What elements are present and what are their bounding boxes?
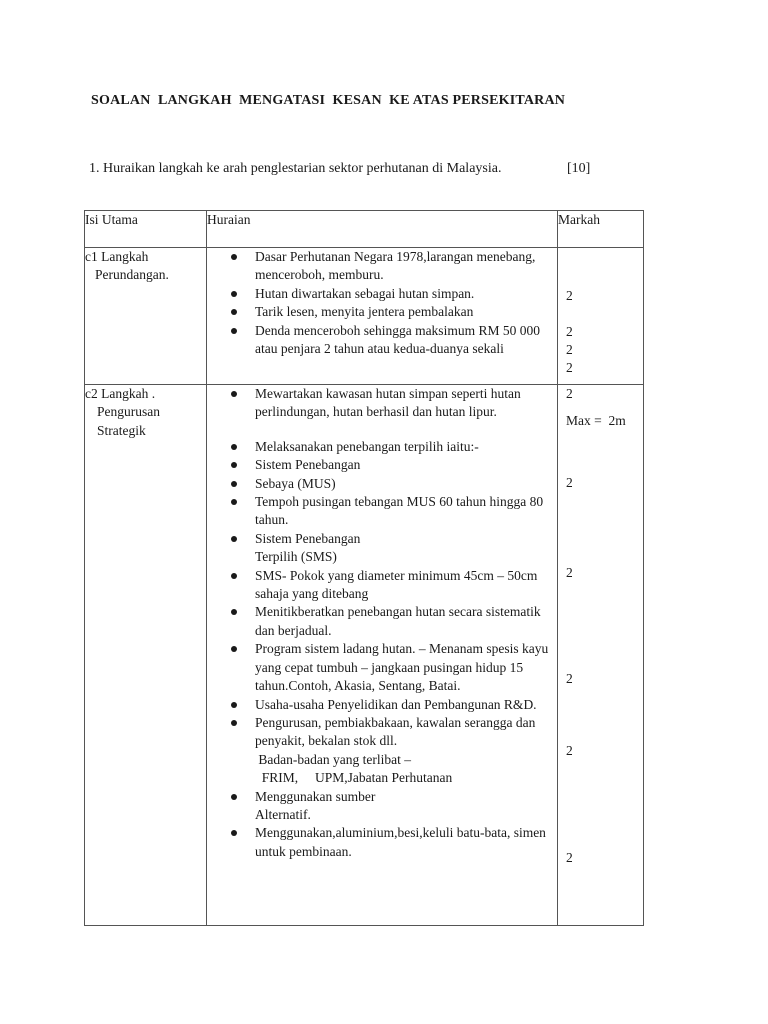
bullet-icon (231, 573, 237, 579)
isi-utama-line: c1 Langkah (85, 249, 149, 264)
list-item (231, 696, 557, 714)
mark-value: 2 (566, 671, 573, 686)
list-item (231, 385, 557, 422)
table-header-row (85, 211, 644, 248)
bullet-icon (231, 444, 237, 450)
list-item (231, 322, 557, 359)
list-item-text: Menggunakan,aluminium,besi,keluli batu-bata, simen untuk pembinaan. (255, 825, 546, 859)
list-item-text: Denda menceroboh sehingga maksimum RM 50 000 atau penjara 2 tahun atau kedua-duanya sekali (255, 322, 540, 357)
list-item (231, 493, 557, 530)
list-item-plain: Badan-badan yang terlibat – (255, 751, 411, 767)
list-item (231, 303, 557, 321)
isi-utama-line: Perundangan. (95, 267, 169, 283)
mark-value: 2 (566, 743, 573, 758)
list-item-text: Sistem Penebangan (255, 457, 361, 473)
table-row (85, 385, 644, 926)
answer-table (84, 210, 644, 926)
list-item-text: Dasar Perhutanan Negara 1978,larangan menebang, menceroboh, memburu. (255, 249, 536, 283)
mark-value: 2 (566, 850, 573, 865)
mark-value: 2 (566, 386, 573, 401)
list-item-text: Mewartakan kawasan hutan simpan seperti hutan perlindungan, hutan berhasil dan hutan lipur. (255, 386, 521, 420)
list-item (231, 456, 557, 474)
isi-utama-cell (85, 248, 207, 385)
list-item (231, 640, 557, 695)
page-title: SOALAN LANGKAH MENGATASI KESAN KE ATAS PERSEKITARAN (91, 93, 566, 108)
list-item (231, 285, 557, 303)
markah-cell (558, 248, 644, 428)
mark-value: 2 (566, 360, 573, 375)
bullet-icon (231, 720, 237, 726)
list-item-text: Menggunakan sumber Alternatif. (255, 788, 376, 822)
huraian-cell (207, 248, 558, 385)
isi-utama-cell (85, 385, 207, 926)
question-marks: [10] (567, 161, 591, 176)
list-item-text: Tempoh pusingan tebangan MUS 60 tahun hingga 80 tahun. (255, 494, 544, 528)
mark-value: 2 (566, 565, 573, 580)
bullet-icon (231, 481, 237, 487)
bullet-icon (231, 794, 237, 800)
bullet-icon (231, 328, 237, 334)
bullet-icon (231, 499, 237, 505)
bullet-icon (231, 830, 237, 836)
question (89, 161, 609, 177)
bullet-icon (231, 254, 237, 260)
list-item (231, 824, 557, 861)
isi-utama-line: Pengurusan (97, 404, 160, 420)
mark-value: 2 (566, 288, 573, 303)
list-item-text: Sistem Penebangan Terpilih (SMS) (255, 530, 361, 565)
list-item-text: Usaha-usaha Penyelidikan dan Pembangunan R&D. (255, 696, 537, 712)
huraian-cell (207, 385, 558, 926)
list-item (231, 714, 557, 751)
bullet-icon (231, 291, 237, 297)
list-item-text: Program sistem ladang hutan. – Menanam spesis kayu yang cepat tumbuh – jangkaan pusingan hidup 15 tahun.Contoh, Akasia, Sentang, Batai. (255, 641, 549, 694)
bullet-icon (231, 646, 237, 652)
list-item-text: Tarik lesen, menyita jentera pembalakan (255, 304, 474, 320)
list-item-text: Pengurusan, pembiakbakaan, kawalan serangga dan penyakit, bekalan stok dll. (255, 714, 536, 749)
bullet-icon (231, 391, 237, 397)
list-item (231, 603, 557, 640)
list-item-text: Sebaya (MUS) (255, 475, 336, 491)
mark-value: 2 (566, 324, 573, 339)
markah-cell (558, 385, 644, 926)
list-item-text: Hutan diwartakan sebagai hutan simpan. (255, 285, 475, 301)
mark-value: 2 (566, 475, 573, 490)
bullet-icon (231, 536, 237, 542)
mark-value: 2 (566, 342, 573, 357)
list-item-text: SMS- Pokok yang diameter minimum 45cm – 50cm sahaja yang ditebang (255, 567, 538, 602)
mark-max: Max = 2m (566, 413, 626, 428)
bullet-icon (231, 609, 237, 615)
list-item-text: Menitikberatkan penebangan hutan secara sistematik dan berjadual. (255, 604, 541, 638)
list-item (231, 475, 557, 493)
list-item (231, 438, 557, 456)
isi-utama-line: Strategik (97, 422, 146, 438)
list-item (231, 567, 557, 604)
list-item-text: Melaksanakan penebangan terpilih iaitu:- (255, 438, 479, 454)
table-row (85, 248, 644, 385)
header-markah: Markah (558, 211, 644, 248)
header-isi-utama: Isi Utama (85, 211, 207, 248)
question-text: 1. Huraikan langkah ke arah penglestarian sektor perhutanan di Malaysia. (89, 161, 502, 176)
list-item (231, 248, 557, 285)
bullet-icon (231, 309, 237, 315)
isi-utama-line: c2 Langkah . (85, 386, 156, 401)
bullet-icon (231, 462, 237, 468)
header-huraian: Huraian (207, 211, 558, 248)
list-item (231, 530, 557, 567)
list-item (231, 788, 557, 825)
bullet-icon (231, 702, 237, 708)
list-item-plain: FRIM, UPM,Jabatan Perhutanan (255, 770, 453, 786)
